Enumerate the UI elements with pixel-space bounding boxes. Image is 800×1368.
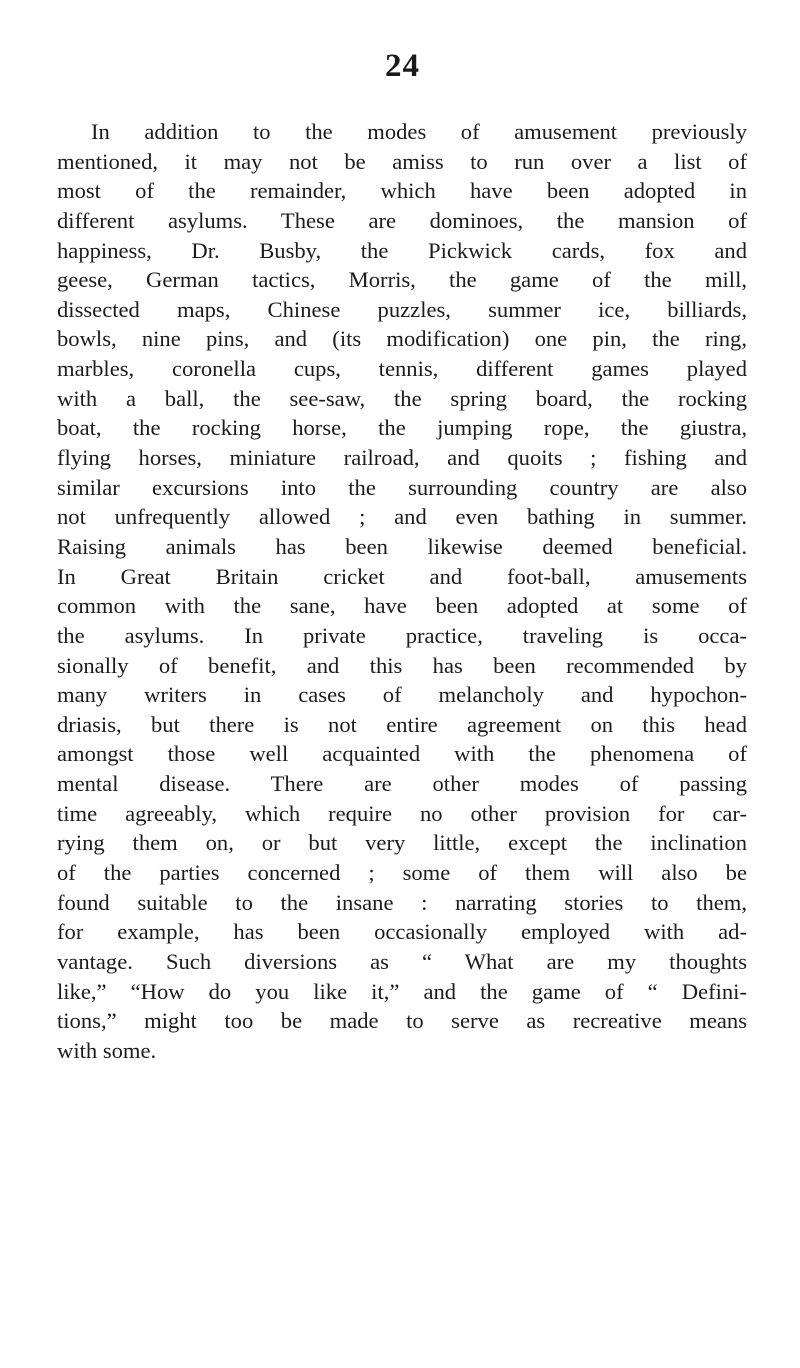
page-number: 24	[385, 48, 420, 84]
text-line: most of the remainder, which have been adopted in	[57, 178, 747, 204]
text-line: of the parties concerned ; some of them will also be	[57, 860, 747, 886]
text-line: with some.	[57, 1037, 157, 1063]
text-line: bowls, nine pins, and (its modification) one pin, the ring,	[57, 326, 747, 352]
text-line: sionally of benefit, and this has been recommended by	[57, 652, 747, 678]
text-line: amongst those well acquainted with the phenomena of	[57, 741, 747, 767]
body-paragraph	[57, 117, 747, 1066]
text-line: marbles, coronella cups, tennis, different games played	[57, 356, 747, 382]
text-line: many writers in cases of melancholy and hypochon-	[57, 682, 747, 708]
text-line: flying horses, miniature railroad, and quoits ; fishing and	[57, 445, 747, 471]
text-line: boat, the rocking horse, the jumping rope, the giustra,	[57, 415, 747, 441]
text-line: like,” “How do you like it,” and the game of “ Defini-	[57, 978, 747, 1004]
text-line: time agreeably, which require no other provision for car-	[57, 800, 747, 826]
text-line: happiness, Dr. Busby, the Pickwick cards, fox and	[57, 237, 747, 263]
text-line: for example, has been occasionally employed with ad-	[57, 919, 747, 945]
text-line: rying them on, or but very little, except the inclination	[57, 830, 747, 856]
text-line: tions,” might too be made to serve as recreative means	[57, 1008, 747, 1034]
text-line: In addition to the modes of amusement previously	[91, 119, 747, 144]
text-line: found suitable to the insane : narrating stories to them,	[57, 889, 747, 915]
text-line: mental disease. There are other modes of passing	[57, 771, 747, 797]
text-line: Raising animals has been likewise deemed beneficial.	[57, 533, 747, 559]
text-line: not unfrequently allowed ; and even bathing in summer.	[57, 504, 747, 530]
text-line: In Great Britain cricket and foot-ball, amusements	[57, 563, 747, 589]
text-line: driasis, but there is not entire agreement on this head	[57, 711, 747, 737]
text-line: dissected maps, Chinese puzzles, summer ice, billiards,	[57, 296, 747, 322]
text-line: mentioned, it may not be amiss to run over a list of	[57, 148, 747, 174]
text-line: vantage. Such diversions as “ What are my thoughts	[57, 948, 747, 974]
text-line: with a ball, the see-saw, the spring board, the rocking	[57, 385, 747, 411]
text-line: similar excursions into the surrounding country are also	[57, 474, 747, 500]
text-line: common with the sane, have been adopted at some of	[57, 593, 747, 619]
text-line: different asylums. These are dominoes, the mansion of	[57, 207, 747, 233]
text-line: the asylums. In private practice, traveling is occa-	[57, 622, 747, 648]
text-line: geese, German tactics, Morris, the game of the mill,	[57, 267, 747, 293]
